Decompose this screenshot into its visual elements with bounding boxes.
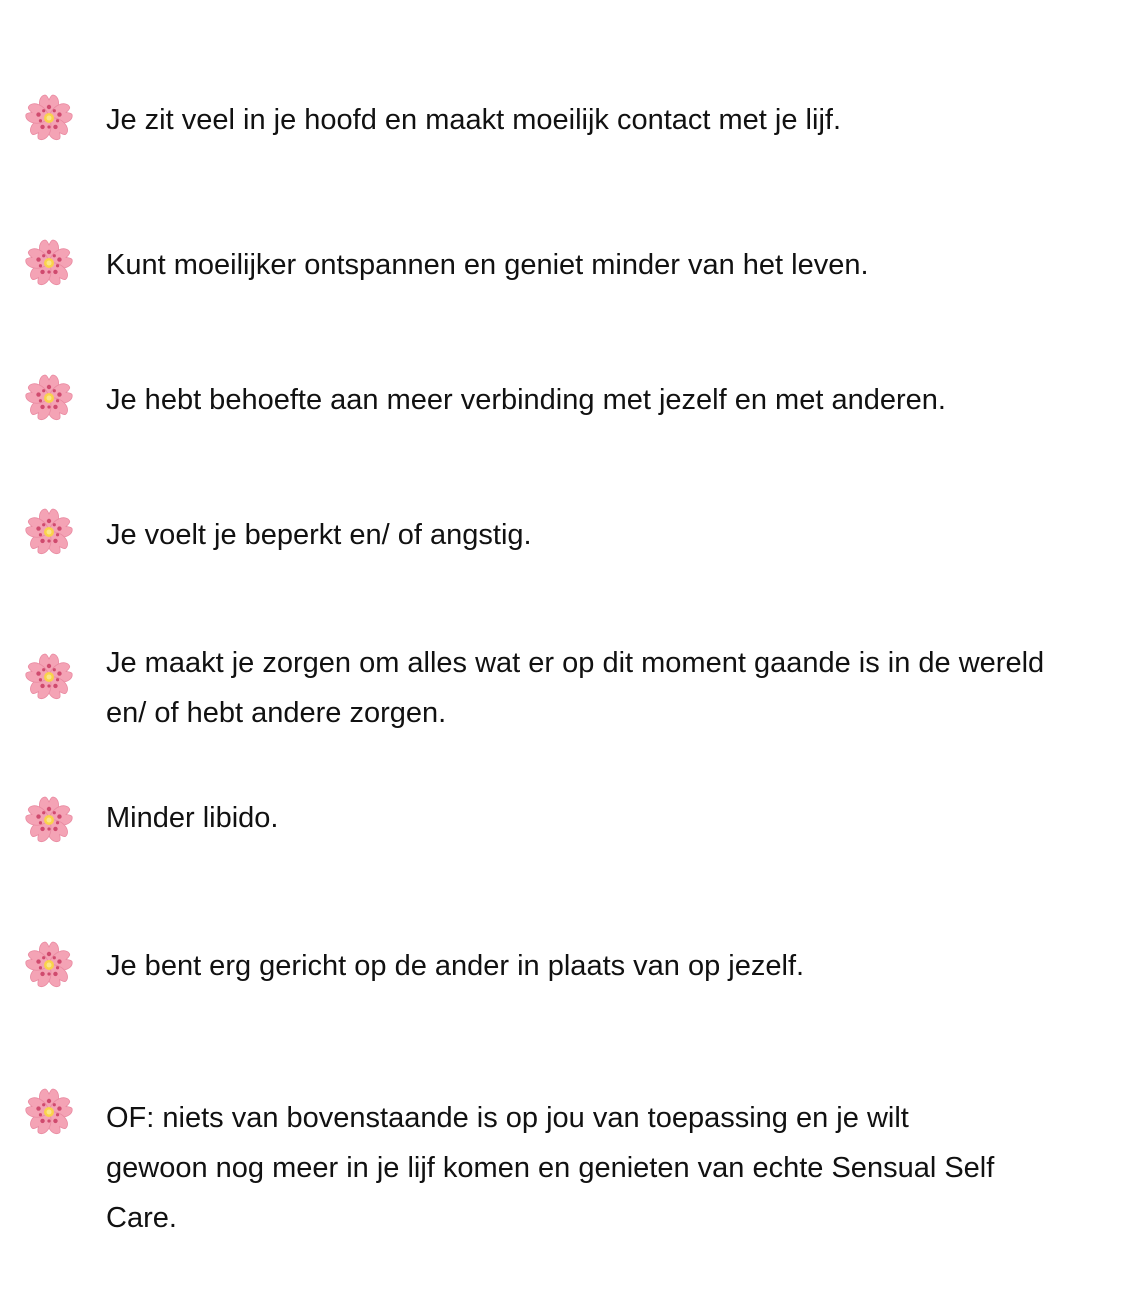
list-item-text: Je hebt behoefte aan meer verbinding met jezelf en met anderen.	[106, 384, 946, 416]
list-item-text: Je maakt je zorgen om alles wat er op dit moment gaande is in de wereld en/ of hebt andere zorgen.	[106, 647, 1045, 729]
cherry-blossom-icon	[23, 237, 75, 289]
cherry-blossom-icon	[23, 939, 75, 991]
cherry-blossom-icon	[23, 506, 75, 558]
list-item-text: Je voelt je beperkt en/ of angstig.	[106, 519, 532, 551]
list-item-text: OF: niets van bovenstaande is op jou van toepassing en je wilt gewoon nog meer in je lijf komen en genieten van echte Sensual Self Care.	[106, 1102, 995, 1234]
list-item-text: Minder libido.	[106, 802, 279, 834]
cherry-blossom-icon	[23, 794, 75, 846]
list-item-text: Je bent erg gericht op de ander in plaats van op jezelf.	[106, 950, 805, 982]
cherry-blossom-icon	[23, 372, 75, 424]
list-item-text: Je zit veel in je hoofd en maakt moeilijk contact met je lijf.	[106, 104, 841, 136]
cherry-blossom-icon	[23, 651, 75, 703]
cherry-blossom-icon	[23, 92, 75, 144]
cherry-blossom-icon	[23, 1086, 75, 1138]
list-item-text: Kunt moeilijker ontspannen en geniet minder van het leven.	[106, 249, 869, 281]
